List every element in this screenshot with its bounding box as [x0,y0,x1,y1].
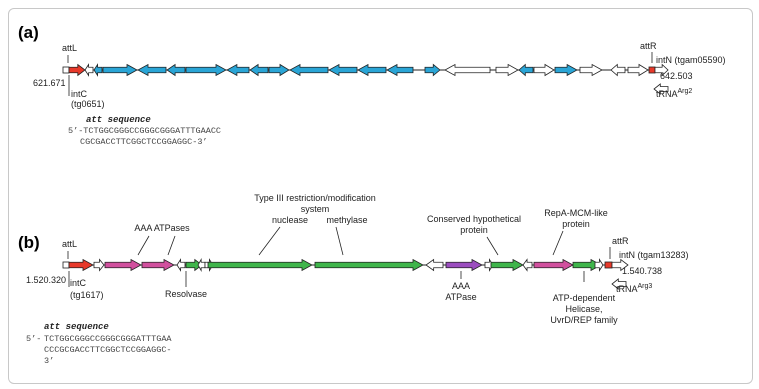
hypothetical-gene-icon [611,65,625,76]
nuclease-pointer [259,227,280,255]
panel-a-end-coord: 642.503 [660,71,693,81]
hypothetical-gene-icon [496,65,518,76]
blue-gene-icon [227,65,249,76]
panel-b-seq-line3: 3’ [44,356,55,366]
integrase-gene-icon [605,262,612,268]
conserved-hypothetical-gene-icon [491,260,523,271]
panel-b-gene-track [63,260,628,290]
methylase-pointer [336,227,343,255]
blue-gene-icon [555,65,577,76]
conserved-label-line2: protein [460,225,488,235]
aaa-atpases-pointer-1 [138,236,149,255]
panel-b-label: (b) [18,233,40,252]
resolvase-label: Resolvase [164,289,208,299]
hypothetical-gene-icon [85,65,93,76]
panel-a-intN-label: intN (tgam05590) [656,55,726,65]
panel-a-intC-label: intC [71,89,88,99]
panel-a-intC-tag: (tg0651) [71,99,105,109]
panel-b-trna-label [616,283,652,294]
blue-gene-icon [186,65,226,76]
panel-b-intN-label: intN (tgam13283) [619,250,689,260]
panel-b-attR-label: attR [612,236,629,246]
panel-a-trna-sup: Arg2 [677,88,693,95]
hypothetical-gene-icon [94,260,104,271]
hypothetical-gene-icon [63,67,69,73]
aaa-atpase-label-line1: AAA [451,281,471,291]
integrase-gene-icon [69,260,93,271]
hypothetical-gene-icon [595,260,603,271]
integrase-gene-icon [69,65,85,76]
panel-b-intC-label: intC [70,278,87,288]
conserved-label-line1: Conserved hypothetical [426,214,522,224]
blue-gene-icon [425,65,440,76]
type3-label-line2: system [300,204,330,214]
hypothetical-gene-icon [445,65,490,76]
repa-pointer [553,231,563,255]
hypothetical-gene-icon [580,65,602,76]
atpase-gene-icon [446,260,482,271]
panel-a-gene-track [63,65,668,95]
aaa-atpase-gene-icon [105,260,141,271]
helicase-label-line1: ATP-dependent [552,293,616,303]
panel-b-trna-sup: Arg3 [637,283,653,290]
helicase-label-line3: UvrD/REP family [550,315,618,325]
methylase-gene-icon [315,260,423,271]
hypothetical-gene-icon [534,65,554,76]
panel-b-seq-line1: TCTGGCGGGCCGGGCGGGATTTGAA [44,334,172,344]
panel-b-start-coord: 1.520.320 [26,275,67,285]
blue-gene-icon [250,65,268,76]
panel-a-trna-text: tRNA [656,89,678,99]
repa-label-line1: RepA-MCM-like [544,208,608,218]
blue-gene-icon [269,65,289,76]
methylase-label: methylase [326,215,368,225]
panel-b-seq-line2: CCCGCGACCTTCGGCTCCGGAGGC- [44,345,172,355]
panel-a-start-coord: 621.671 [33,78,66,88]
blue-gene-icon [519,65,533,76]
blue-gene-icon [290,65,328,76]
blue-gene-icon [167,65,185,76]
blue-gene-icon [329,65,357,76]
aaa-atpase-gene-icon [142,260,174,271]
blue-gene-icon [387,65,413,76]
blue-gene-icon [103,65,137,76]
panel-b-intC-tag: (tg1617) [70,290,104,300]
helicase-label-line2: Helicase, [565,304,603,314]
type3-label-line1: Type III restriction/modification [254,193,376,203]
repa-gene-icon [534,260,573,271]
panel-b-attL-label: attL [62,239,78,249]
panel-b-seq-prefix: 5’- [26,334,42,344]
panel-a-trna-label [656,88,692,99]
hypothetical-gene-icon [177,260,185,271]
blue-gene-icon [138,65,166,76]
panel-a-seq-title: att sequence [86,115,151,125]
repa-label-line2: protein [562,219,590,229]
panel-a-label: (a) [18,23,39,42]
panel-b-trna-text: tRNA [616,284,638,294]
aaa-atpases-pointer-2 [168,236,175,255]
hypothetical-gene-icon [198,260,205,271]
panel-a-attL-label: attL [62,43,78,53]
integrase-gene-icon [649,67,655,73]
nuclease-gene-icon [208,260,312,271]
panel-a-seq-line2: CGCGACCTTCGGCTCCGGAGGC-3’ [80,137,208,147]
blue-gene-icon [358,65,386,76]
panel-b-end-coord: 1.540.738 [622,266,663,276]
hypothetical-gene-icon [523,260,532,271]
hypothetical-gene-icon [628,65,648,76]
panel-a-attR-label: attR [640,41,657,51]
hypothetical-gene-icon [426,260,443,271]
panel-a-seq-line1: 5’-TCTGGCGGGCCGGGCGGGATTTGAACC [68,126,222,136]
conserved-pointer [487,237,498,255]
aaa-atpases-label: AAA ATPases [134,223,190,233]
blue-gene-icon [94,65,102,76]
panel-b-seq-title: att sequence [44,322,109,332]
hypothetical-gene-icon [63,262,69,268]
nuclease-label: nuclease [271,215,309,225]
aaa-atpase-label-line2: ATPase [445,292,477,302]
